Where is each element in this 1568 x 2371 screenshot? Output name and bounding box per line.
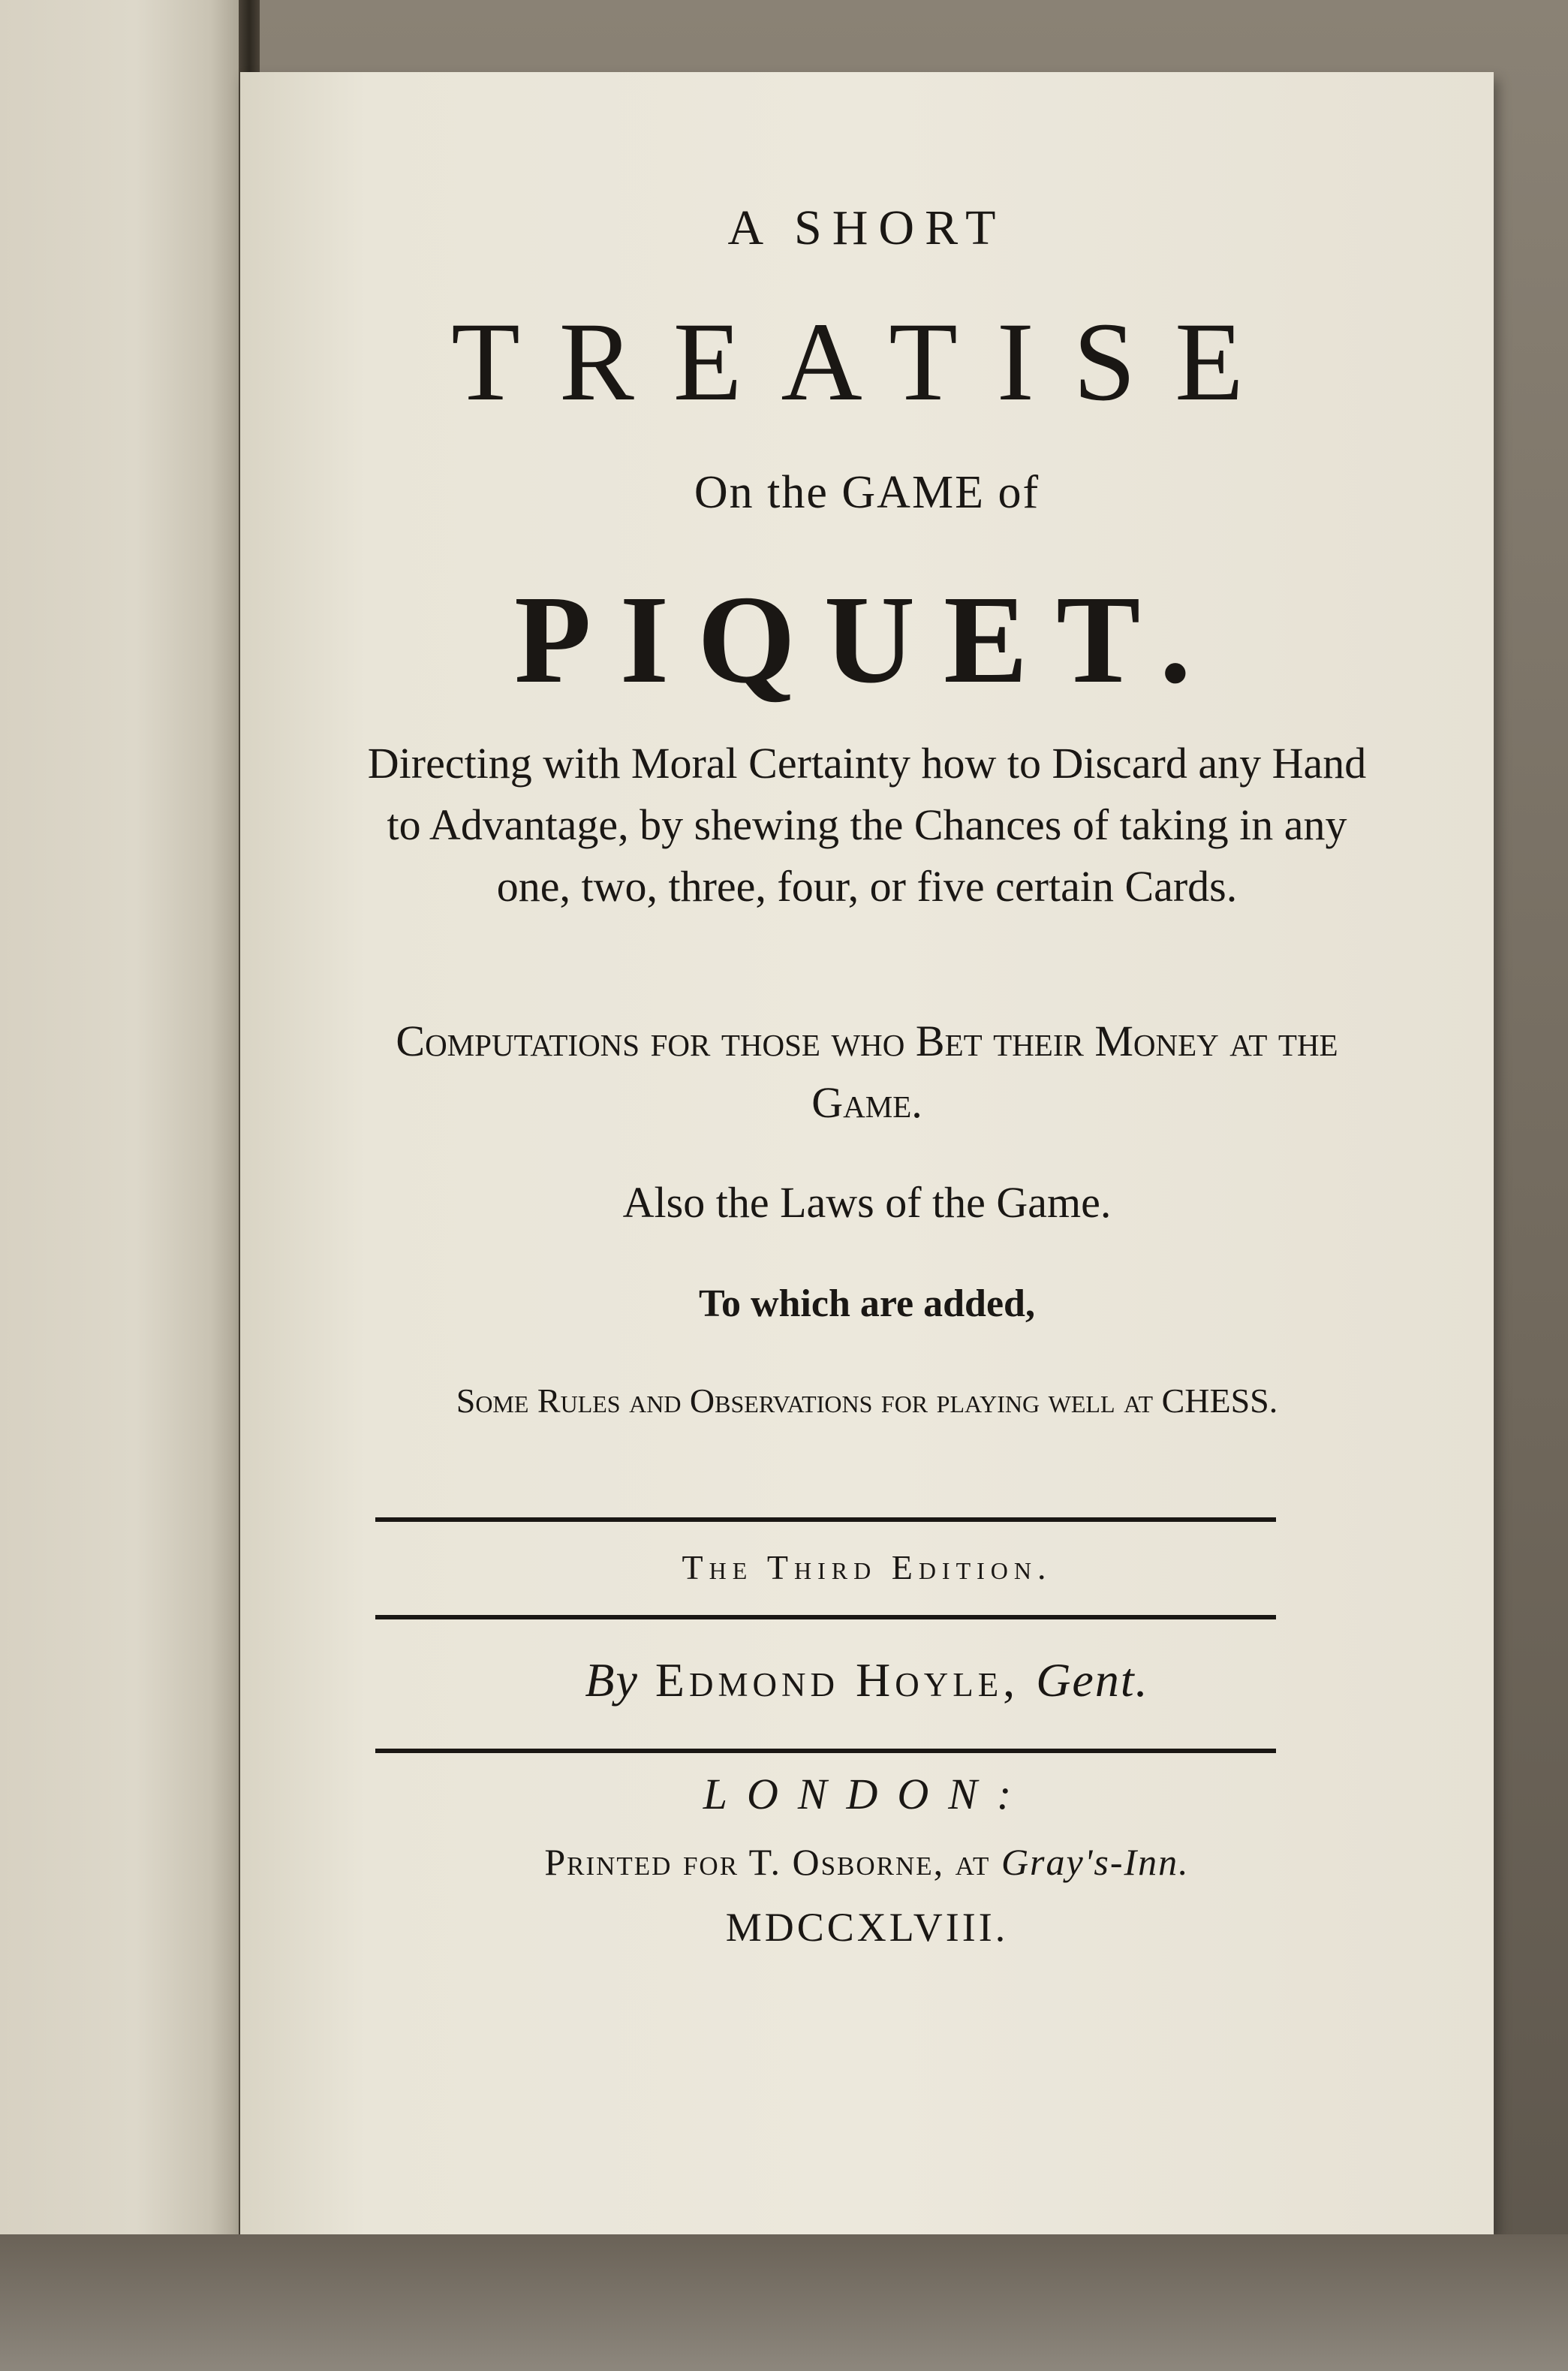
rule-top — [375, 1517, 1276, 1522]
title-page — [240, 72, 1494, 2234]
year-line: MDCCXLVIII. — [725, 1905, 1009, 1950]
added-line: To which are added, — [699, 1282, 1035, 1325]
description-paragraph: Directing with Moral Certainty how to Discard any Hand to Advantage, by shewing the Chances of taking in any one, two, three, four, or five certain Cards. — [367, 739, 1367, 911]
title-line-treatise: TREATISE — [451, 300, 1283, 424]
laws-paragraph: Also the Laws of the Game. — [622, 1178, 1112, 1227]
printed-place: Gray's-Inn. — [1001, 1841, 1190, 1883]
author-name: Edmond Hoyle, — [655, 1653, 1020, 1707]
title-line-a-short: A SHORT — [727, 200, 1007, 255]
chess-paragraph: Some Rules and Observations for playing well at CHESS. — [456, 1381, 1278, 1420]
printer-line — [240, 1840, 1494, 1884]
title-line-piquet: PIQUET. — [514, 570, 1220, 709]
title-page-content — [240, 72, 1494, 2234]
title-line-on-the-game-of: On the GAME of — [694, 467, 1040, 518]
author-line — [240, 1652, 1494, 1708]
author-title: Gent. — [1036, 1653, 1149, 1707]
edition-line: The Third Edition. — [682, 1548, 1052, 1586]
rule-bottom — [375, 1749, 1276, 1753]
computations-paragraph: Computations for those who Bet their Money at the Game. — [396, 1017, 1338, 1127]
table-surface — [0, 2234, 1568, 2371]
left-page — [0, 0, 252, 2371]
rule-middle — [375, 1615, 1276, 1619]
city-line: LONDON: — [703, 1770, 1031, 1818]
author-by: By — [585, 1653, 639, 1707]
printed-for: Printed for T. Osborne, at — [544, 1841, 991, 1883]
